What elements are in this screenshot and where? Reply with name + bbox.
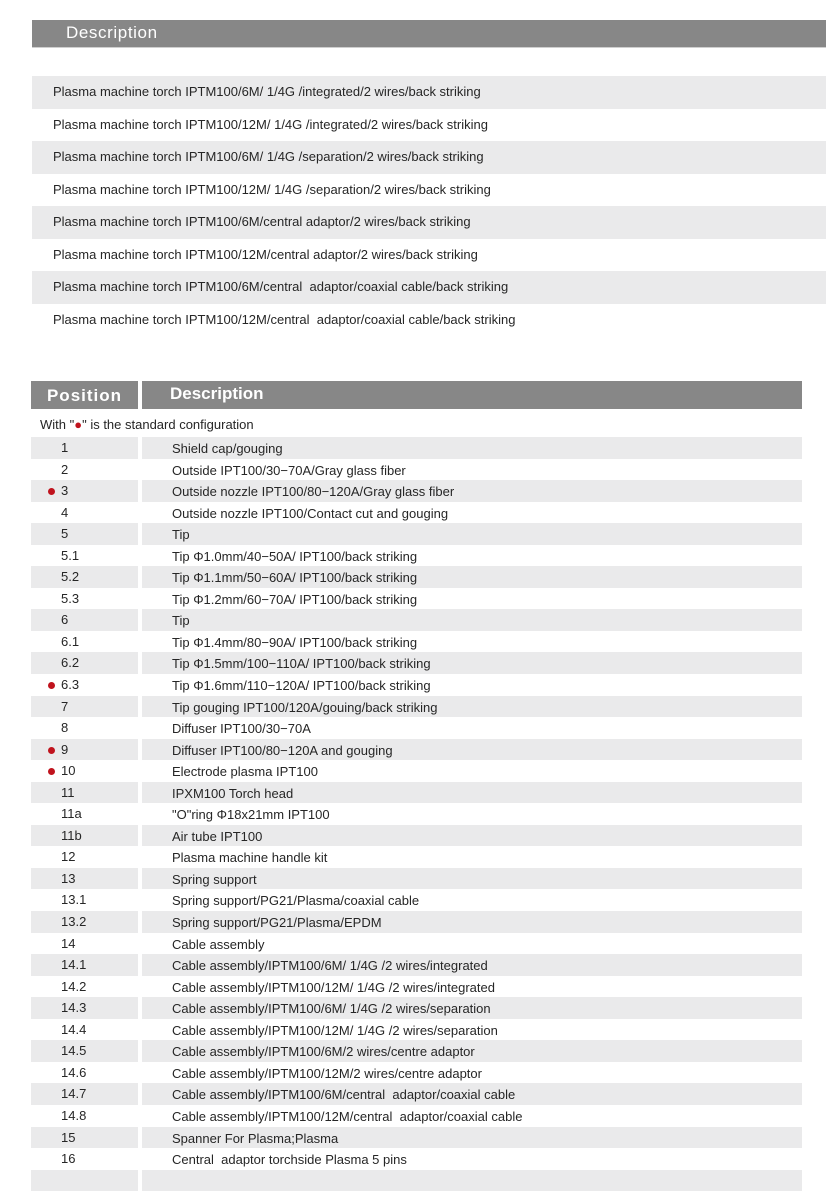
- description-cell: Spring support/PG21/Plasma/coaxial cable: [172, 893, 420, 909]
- standard-dot-icon: [48, 768, 55, 775]
- position-cell: [31, 1062, 138, 1084]
- description-cell: Cable assembly/IPTM100/6M/2 wires/centre adaptor: [142, 1040, 802, 1062]
- standard-config-note: [31, 409, 802, 437]
- note-suffix: " is the standard configuration: [82, 417, 254, 432]
- position-cell: [31, 652, 138, 674]
- table-row: [31, 459, 802, 481]
- table-row: [31, 803, 802, 825]
- position-cell: [31, 782, 138, 804]
- position-cell: [31, 717, 138, 739]
- table-row: [31, 911, 802, 933]
- position-number: 14.4: [61, 1021, 87, 1037]
- description-cell: "O"ring Φ18x21mm IPT100: [172, 807, 330, 823]
- position-number: 11b: [61, 827, 82, 843]
- position-cell: [31, 1040, 138, 1062]
- table-row: [31, 1127, 802, 1149]
- table-row: [31, 1019, 802, 1041]
- position-cell: [31, 846, 138, 868]
- position-cell: [31, 868, 138, 890]
- position-cell: [31, 1170, 138, 1191]
- table-row: [31, 502, 802, 524]
- model-row: Plasma machine torch IPTM100/6M/central adaptor/coaxial cable/back striking: [32, 271, 826, 304]
- position-number: 14.3: [61, 1000, 87, 1016]
- position-cell: [31, 997, 138, 1019]
- model-row: Plasma machine torch IPTM100/6M/ 1/4G /integrated/2 wires/back striking: [32, 76, 826, 109]
- description-cell: Spring support/PG21/Plasma/EPDM: [142, 911, 802, 933]
- table-row: [31, 652, 802, 674]
- model-row: Plasma machine torch IPTM100/12M/central adaptor/2 wires/back striking: [53, 246, 478, 262]
- position-number: 6.3: [61, 677, 80, 693]
- description-cell: Plasma machine handle kit: [172, 850, 328, 866]
- parts-table-body: [31, 437, 802, 1191]
- position-cell: [31, 803, 138, 825]
- table-row: [31, 976, 802, 998]
- position-number: 14.6: [61, 1064, 87, 1080]
- description-cell: Cable assembly/IPTM100/12M/ 1/4G /2 wires/integrated: [172, 979, 495, 995]
- position-cell: [31, 911, 138, 933]
- position-cell: [31, 954, 138, 976]
- position-number: 3: [61, 483, 69, 499]
- description-cell: Cable assembly/IPTM100/6M/ 1/4G /2 wires/integrated: [142, 954, 802, 976]
- table-row: [31, 1148, 802, 1170]
- position-cell: [31, 739, 138, 761]
- position-number: 6.2: [61, 655, 80, 671]
- parts-table: [31, 381, 802, 1191]
- position-number: 14.1: [61, 957, 87, 973]
- model-row: Plasma machine torch IPTM100/12M/ 1/4G /integrated/2 wires/back striking: [53, 116, 488, 132]
- table-row: [31, 545, 802, 567]
- position-column-header: Position: [31, 381, 138, 409]
- table-row: [31, 1083, 802, 1105]
- table-row: [31, 696, 802, 718]
- table-row: [31, 523, 802, 545]
- table-row: [31, 846, 802, 868]
- description-cell: Spanner For Plasma;Plasma: [142, 1127, 802, 1149]
- position-cell: [31, 609, 138, 631]
- position-number: 9: [61, 741, 69, 757]
- table-row: [31, 1040, 802, 1062]
- position-cell: [31, 523, 138, 545]
- description-cell: Cable assembly/IPTM100/6M/central adaptor/coaxial cable: [142, 1083, 802, 1105]
- position-number: 5.1: [61, 547, 80, 563]
- description-cell: Outside nozzle IPT100/80−120A/Gray glass fiber: [142, 480, 802, 502]
- table-row: [31, 609, 802, 631]
- description-cell: Electrode plasma IPT100: [172, 764, 318, 780]
- position-cell: [31, 1148, 138, 1170]
- position-cell: [31, 674, 138, 696]
- description-cell: Cable assembly/IPTM100/12M/ 1/4G /2 wires/separation: [172, 1022, 498, 1038]
- description-cell: Spring support: [142, 868, 802, 890]
- position-number: 13: [61, 870, 76, 886]
- position-cell: [31, 825, 138, 847]
- position-number: 6.1: [61, 633, 80, 649]
- position-number: 13.1: [61, 892, 87, 908]
- position-cell: [31, 631, 138, 653]
- table-row: [31, 933, 802, 955]
- table-row: [31, 997, 802, 1019]
- position-number: 15: [61, 1129, 76, 1145]
- table-row: [31, 889, 802, 911]
- position-cell: [31, 480, 138, 502]
- description-cell: Cable assembly/IPTM100/12M/2 wires/centre adaptor: [172, 1065, 482, 1081]
- description-cell: Cable assembly/IPTM100/6M/ 1/4G /2 wires/separation: [142, 997, 802, 1019]
- standard-dot-icon: [48, 488, 55, 495]
- position-number: 10: [61, 763, 76, 779]
- table-row: [31, 566, 802, 588]
- table-row: [31, 480, 802, 502]
- position-cell: [31, 566, 138, 588]
- table-row: [31, 739, 802, 761]
- table-row: [31, 825, 802, 847]
- position-cell: [31, 1083, 138, 1105]
- position-number: 8: [61, 720, 69, 736]
- position-number: 5: [61, 526, 69, 542]
- description-cell: IPXM100 Torch head: [142, 782, 802, 804]
- position-number: 1: [61, 440, 69, 455]
- description-cell: Central adaptor torchside Plasma 5 pins: [172, 1152, 407, 1168]
- table-row: [31, 437, 802, 459]
- table-row: [31, 631, 802, 653]
- position-number: 11a: [61, 806, 82, 822]
- position-number: 11: [61, 784, 75, 800]
- description-cell: Tip Φ1.0mm/40−50A/ IPT100/back striking: [172, 548, 418, 564]
- model-row: Plasma machine torch IPTM100/6M/central adaptor/2 wires/back striking: [32, 206, 826, 239]
- description-cell: Tip Φ1.2mm/60−70A/ IPT100/back striking: [172, 591, 418, 607]
- position-cell: [31, 437, 138, 459]
- description-cell: Outside nozzle IPT100/Contact cut and gouging: [172, 505, 449, 521]
- position-number: 14.5: [61, 1043, 87, 1059]
- position-cell: [31, 1105, 138, 1127]
- table-row: [31, 760, 802, 782]
- position-number: 13.2: [61, 914, 87, 930]
- position-cell: [31, 1019, 138, 1041]
- model-row: Plasma machine torch IPTM100/12M/central adaptor/coaxial cable/back striking: [53, 311, 516, 327]
- position-number: 5.3: [61, 590, 80, 606]
- position-cell: [31, 1127, 138, 1149]
- table-row: [31, 1105, 802, 1127]
- table-row: [31, 1170, 802, 1191]
- description-cell: Tip Φ1.1mm/50−60A/ IPT100/back striking: [142, 566, 802, 588]
- position-number: 5.2: [61, 569, 80, 585]
- description-cell: Cable assembly: [172, 936, 265, 952]
- position-cell: [31, 588, 138, 610]
- description-cell: Tip: [142, 523, 802, 545]
- standard-dot-icon: [48, 747, 55, 754]
- position-number: 16: [61, 1151, 76, 1167]
- model-row: Plasma machine torch IPTM100/6M/ 1/4G /separation/2 wires/back striking: [32, 141, 826, 174]
- position-number: 12: [61, 849, 76, 865]
- position-number: 7: [61, 698, 69, 714]
- description-cell: Cable assembly/IPTM100/12M/central adaptor/coaxial cable: [172, 1108, 523, 1124]
- position-cell: [31, 696, 138, 718]
- position-cell: [31, 933, 138, 955]
- table-row: [31, 782, 802, 804]
- table-row: [31, 954, 802, 976]
- position-number: 6: [61, 612, 69, 628]
- models-section-header: [32, 20, 826, 48]
- description-cell: Outside IPT100/30−70A/Gray glass fiber: [172, 462, 406, 478]
- position-cell: [31, 760, 138, 782]
- description-cell: Tip gouging IPT100/120A/gouing/back striking: [142, 696, 802, 718]
- standard-dot-icon: ●: [74, 417, 83, 432]
- description-cell: Diffuser IPT100/80−120A and gouging: [142, 739, 802, 761]
- table-row: [31, 674, 802, 696]
- models-section-title: Description: [66, 23, 158, 42]
- table-row: [31, 1062, 802, 1084]
- position-cell: [31, 502, 138, 524]
- position-cell: [31, 459, 138, 481]
- position-number: 14.2: [61, 978, 87, 994]
- position-number: 2: [61, 461, 69, 477]
- position-number: 4: [61, 504, 69, 520]
- table-row: [31, 588, 802, 610]
- description-column-header: Description: [142, 381, 802, 409]
- description-cell: Shield cap/gouging: [142, 437, 802, 459]
- position-number: 14: [61, 935, 76, 951]
- description-cell: Diffuser IPT100/30−70A: [172, 721, 311, 737]
- parts-table-header: [31, 381, 802, 409]
- model-list: [32, 76, 826, 336]
- description-cell: Tip Φ1.6mm/110−120A/ IPT100/back striking: [172, 678, 431, 694]
- description-cell: [142, 1170, 802, 1191]
- position-cell: [31, 545, 138, 567]
- standard-dot-icon: [48, 682, 55, 689]
- description-cell: Tip Φ1.5mm/100−110A/ IPT100/back striking: [142, 652, 802, 674]
- model-row: Plasma machine torch IPTM100/12M/ 1/4G /separation/2 wires/back striking: [53, 181, 491, 197]
- table-row: [31, 717, 802, 739]
- table-row: [31, 868, 802, 890]
- position-number: 14.8: [61, 1107, 87, 1123]
- description-cell: Tip: [142, 609, 802, 631]
- description-cell: Air tube IPT100: [142, 825, 802, 847]
- position-number: 14.7: [61, 1086, 87, 1102]
- description-cell: Tip Φ1.4mm/80−90A/ IPT100/back striking: [172, 634, 418, 650]
- position-cell: [31, 976, 138, 998]
- note-prefix: With ": [40, 417, 75, 432]
- position-cell: [31, 889, 138, 911]
